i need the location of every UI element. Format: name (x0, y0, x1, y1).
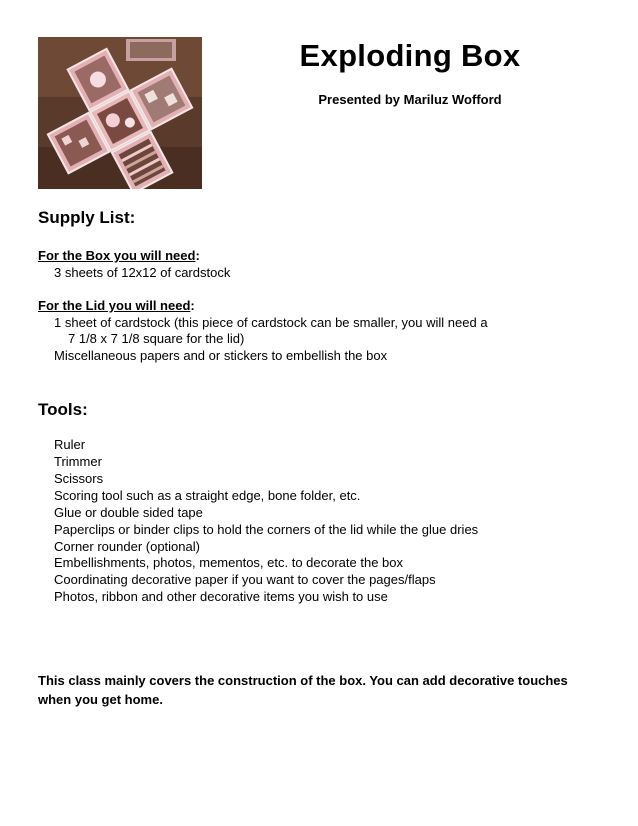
lid-supply-item: Miscellaneous papers and or stickers to embellish the box (54, 348, 388, 363)
tool-item: Ruler (54, 437, 86, 452)
tool-item: Trimmer (54, 454, 102, 469)
tools-heading: Tools: (38, 400, 88, 419)
tool-item: Scoring tool such as a straight edge, bone folder, etc. (54, 488, 361, 503)
lid-supply-item: 7 1/8 x 7 1/8 square for the lid) (68, 331, 245, 346)
tool-item: Coordinating decorative paper if you want to cover the pages/flaps (54, 572, 436, 587)
tool-item: Scissors (54, 471, 104, 486)
lid-needs-label-text: For the Lid you will need (38, 298, 191, 313)
box-needs-label-text: For the Box you will need (38, 248, 196, 263)
tool-item: Embellishments, photos, mementos, etc. to decorate the box (54, 555, 404, 570)
lid-needs-label: For the Lid you will need: (38, 298, 195, 313)
lid-supply-item: 1 sheet of cardstock (this piece of cardstock can be smaller, you will need a (54, 315, 488, 330)
box-needs-label: For the Box you will need: (38, 248, 200, 263)
box-supply-item: 3 sheets of 12x12 of cardstock (54, 265, 231, 280)
presenter-byline: Presented by Mariluz Wofford (318, 92, 502, 107)
tool-item: Paperclips or binder clips to hold the corners of the lid while the glue dries (54, 522, 479, 537)
supply-list-heading: Supply List: (38, 208, 136, 227)
class-note: This class mainly covers the construction of the box. You can add decorative touches when you get home. (38, 673, 568, 707)
exploding-box-photo (38, 37, 202, 189)
tool-item: Photos, ribbon and other decorative items you wish to use (54, 589, 388, 604)
tool-item: Corner rounder (optional) (54, 539, 200, 554)
page-title: Exploding Box (299, 38, 521, 73)
tool-item: Glue or double sided tape (54, 505, 203, 520)
